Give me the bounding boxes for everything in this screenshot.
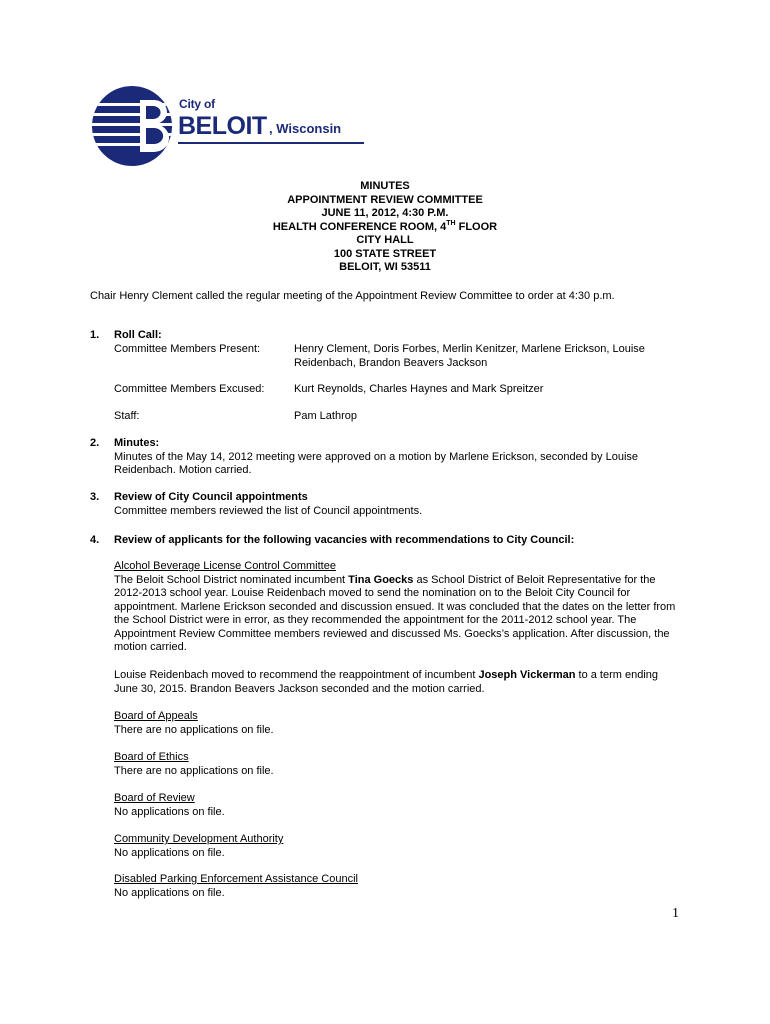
header-city: BELOIT, WI 53511 [339, 261, 431, 273]
header-room [200, 221, 570, 235]
header-room-sup: TH [446, 219, 456, 227]
minutes-body: Minutes of the May 14, 2012 meeting were approved on a motion by Marlene Erickson, seconded by Louise Reidenbach. Motion carried. [114, 450, 639, 476]
ethics-section [114, 751, 679, 778]
ethics-title: Board of Ethics [114, 751, 189, 763]
cda-section [114, 833, 679, 860]
item-number-1: 1. [90, 329, 100, 341]
review-section [114, 792, 679, 819]
intro-paragraph: Chair Henry Clement called the regular meeting of the Appointment Review Committee to order at 4:30 p.m. [90, 290, 615, 302]
council-heading: Review of City Council appointments [114, 491, 308, 503]
excused-label: Committee Members Excused: [114, 383, 265, 395]
ethics-body: There are no applications on file. [114, 764, 274, 777]
present-label: Committee Members Present: [114, 343, 261, 355]
header-date: JUNE 11, 2012, 4:30 P.M. [321, 207, 449, 219]
reappointee-name: Joseph Vickerman [478, 669, 576, 681]
logo-beloit: BELOIT [178, 112, 267, 140]
alcohol-title: Alcohol Beverage License Control Committee [114, 560, 336, 572]
beloit-b-emblem-icon [88, 86, 178, 166]
nominee-name: Tina Goecks [348, 573, 414, 586]
staff-value: Pam Lathrop [294, 410, 357, 422]
review-body: No applications on file. [114, 805, 225, 818]
alcohol-paragraph-1: The Beloit School District nominated incumbent Tina Goecks as School District of Beloit Representative for the 2012-2013 school year. Louise Reidenbach moved to send the nomination on to the Beloit City Council for appointment. Marlene Erickson seconded and discussion ensued. It was concluded that the dates on the letter from the School District were in error, as they recommended the appointment for the 2011-2012 school year. The Appointment Review Committee members reviewed and discussed Ms. Goecks’s application. After discussion, the motion carried. [114, 573, 676, 653]
parking-body: No applications on file. [114, 886, 225, 899]
minutes-section [114, 437, 679, 478]
parking-title: Disabled Parking Enforcement Assistance Council [114, 873, 358, 885]
item-number-4: 4. [90, 534, 100, 546]
minutes-heading: Minutes: [114, 437, 160, 449]
logo-city-of: City of [179, 97, 215, 111]
applicants-heading: Review of applicants for the following vacancies with recommendations to City Council: [114, 534, 575, 546]
alcohol-paragraph-2: Louise Reidenbach moved to recommend the reappointment of incumbent Joseph Vickerman to a term ending June 30, 2015. Brandon Beavers Jackson seconded and the motion carried. [114, 669, 659, 695]
page-number: 1 [672, 906, 679, 921]
header-committee: APPOINTMENT REVIEW COMMITTEE [287, 193, 483, 206]
council-body: Committee members reviewed the list of Council appointments. [114, 504, 423, 517]
header-room-pre: HEALTH CONFERENCE ROOM, 4 [272, 220, 447, 233]
header-street: 100 STATE STREET [333, 247, 437, 260]
cda-title: Community Development Authority [114, 833, 284, 845]
header-title: MINUTES [360, 180, 410, 192]
logo-wisconsin: , Wisconsin [269, 121, 342, 136]
meeting-header [200, 180, 570, 275]
item-number-2: 2. [90, 437, 100, 449]
parking-section [114, 873, 679, 900]
staff-label: Staff: [114, 410, 140, 422]
appeals-section [114, 710, 679, 737]
review-title: Board of Review [114, 792, 195, 804]
appeals-title: Board of Appeals [114, 710, 198, 722]
present-value: Henry Clement, Doris Forbes, Merlin Kenitzer, Marlene Erickson, Louise Reidenbach, Brandon Beavers Jackson [294, 343, 645, 369]
header-room-post: FLOOR [455, 220, 498, 233]
item-number-3: 3. [90, 491, 100, 503]
appeals-body: There are no applications on file. [114, 723, 274, 736]
city-logo [88, 86, 368, 166]
council-section [114, 491, 679, 518]
alcohol-section [114, 560, 679, 655]
roll-call-heading: Roll Call: [114, 329, 162, 341]
header-building: CITY HALL [356, 234, 414, 246]
logo-underline [178, 142, 364, 144]
cda-body: No applications on file. [114, 846, 225, 859]
excused-value: Kurt Reynolds, Charles Haynes and Mark Spreitzer [294, 383, 544, 395]
